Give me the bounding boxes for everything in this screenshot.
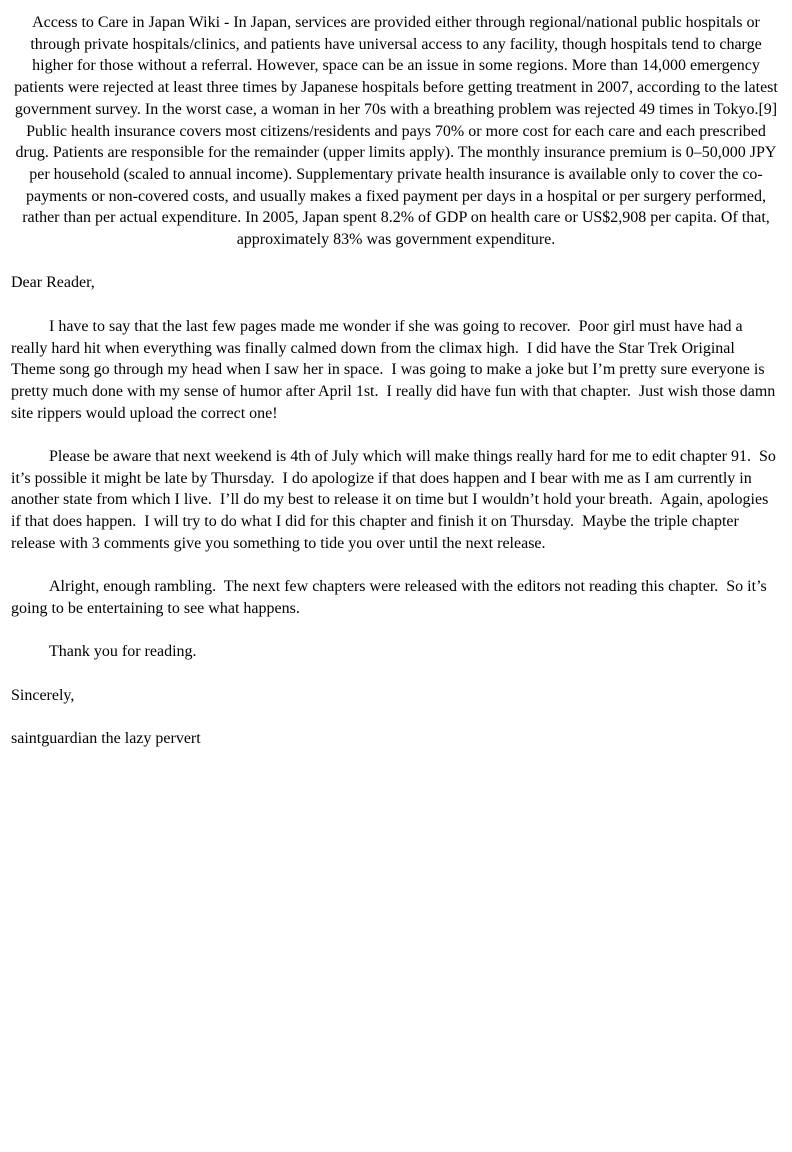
body-paragraph-2: Please be aware that next weekend is 4th of July which will make things really hard for me to edit chapter 91. So it’s possible it might be late by Thursday. I do apologize if that does happen and I bear with me as I am currently in another state from which I live. I’ll do my best to release it on time but I wouldn’t hold your breath. Again, apologies if that does happen. I will try to do what I did for this chapter and finish it on Thursday. Maybe the triple chapter release with 3 comments give you something to tide you over until the next release. xyxy=(11,448,780,552)
body-paragraph-3: Alright, enough rambling. The next few chapters were released with the editors not reading this chapter. So it’s going to be entertaining to see what happens. xyxy=(11,578,771,617)
salutation: Dear Reader, xyxy=(11,274,95,292)
body-paragraph-4: Thank you for reading. xyxy=(49,643,197,661)
closing: Sincerely, xyxy=(11,686,75,704)
body-paragraph-1: I have to say that the last few pages made me wonder if she was going to recover. Poor girl must have had a really hard hit when everything was finally calmed down from the climax high. I did have the Star Trek Original Theme song go through my head when I saw her in space. I was going to make a joke but I’m pretty sure everyone is pretty much done with my sense of humor after April 1st. I really did have fun with that chapter. Just wish those damn site rippers would upload the correct one! xyxy=(11,317,780,422)
wiki-excerpt-paragraph: Access to Care in Japan Wiki - In Japan, services are provided either through regional/national public hospitals or through private hospitals/clinics, and patients have universal access to any facility, though hospitals tend to charge higher for those without a referral. However, space can be an issue in some regions. More than 14,000 emergency patients were rejected at least three times by Japanese hospitals before getting treatment in 2007, according to the latest government survey. In the worst case, a woman in her 70s with a breathing problem was rejected 49 times in Tokyo.[9] Public health insurance covers most citizens/residents and pays 70% or more cost for each care and each prescribed drug. Patients are responsible for the remainder (upper limits apply). The monthly insurance premium is 0–50,000 JPY per household (scaled to annual income). Supplementary private health insurance is available only to cover the co-payments or non-covered costs, and usually makes a fixed payment per days in a hospital or per surgery performed, rather than per actual expenditure. In 2005, Japan spent 8.2% of GDP on health care or US$2,908 per capita. Of that, approximately 83% was government expenditure. xyxy=(14,14,782,249)
signature: saintguardian the lazy pervert xyxy=(11,730,201,748)
